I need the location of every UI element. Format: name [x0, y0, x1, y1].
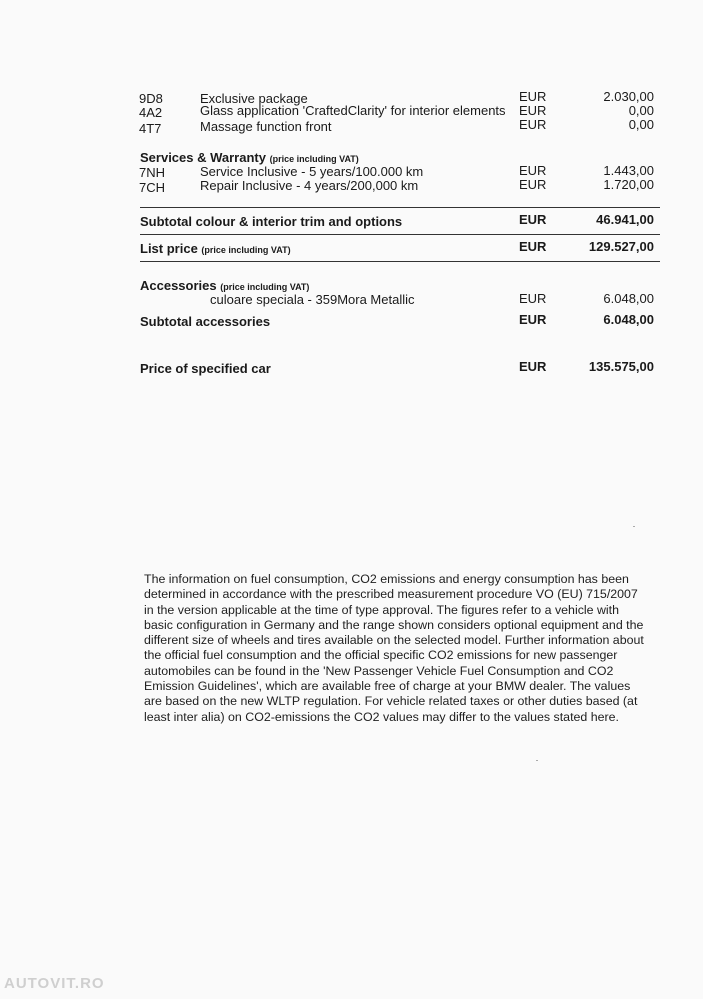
services-title: Services & Warranty: [140, 150, 266, 165]
option-currency: EUR: [519, 103, 547, 118]
service-amount: 1.443,00: [603, 163, 654, 178]
service-currency: EUR: [519, 177, 547, 192]
option-code: 4T7: [139, 121, 162, 136]
divider: [140, 261, 660, 262]
service-code: 7CH: [139, 180, 166, 195]
subtotal-accessories-label: Subtotal accessories: [140, 314, 271, 329]
legal-notice: The information on fuel consumption, CO2 emissions and energy consumption has been determined in accordance with the prescribed measurement procedure VO (EU) 715/2007 in the version applicable at the time of type approval. The figures refer to a vehicle with basic configuration in Germany and the range shown considers optional equipment and the different size of wheels and tires available on the selected model. Further information about the official fuel consumption and the official specific CO2 emissions for new passenger automobiles can be found in the 'New Passenger Vehicle Fuel Consumption and CO2 Emission Guidelines', which are available free of charge at your BMW dealer. The values are based on the new WLTP regulation. For vehicle related taxes or other duties based (at least inter alia) on CO2-emissions the CO2 values may differ to the values stated here.: [144, 572, 644, 724]
option-amount: 0,00: [628, 103, 654, 118]
accessory-amount: 6.048,00: [603, 291, 654, 306]
subtotal-accessories-amount: 6.048,00: [603, 312, 654, 327]
subtotal-options-amount: 46.941,00: [596, 212, 654, 227]
divider: [140, 207, 660, 208]
subtotal-accessories-currency: EUR: [519, 312, 547, 327]
divider: [140, 234, 660, 235]
service-amount: 1.720,00: [603, 177, 654, 192]
list-price-amount: 129.527,00: [588, 239, 654, 254]
list-price-label: List price: [140, 241, 198, 256]
watermark: AUTOVIT.RO: [4, 975, 105, 992]
accessory-currency: EUR: [519, 291, 547, 306]
price-specified-currency: EUR: [519, 359, 547, 374]
price-specified-label: Price of specified car: [140, 361, 271, 376]
services-note: (price including VAT): [269, 154, 359, 164]
accessories-note: (price including VAT): [220, 282, 310, 292]
list-price-note: (price including VAT): [201, 245, 291, 255]
accessory-description: culoare speciala - 359Mora Metallic: [210, 292, 415, 307]
list-price-heading: [140, 241, 291, 256]
service-code: 7NH: [139, 165, 166, 180]
option-code: 4A2: [139, 105, 163, 120]
option-currency: EUR: [519, 117, 547, 132]
accessories-heading: [140, 278, 309, 293]
service-description: Repair Inclusive - 4 years/200,000 km: [200, 178, 419, 193]
services-heading: [140, 150, 359, 165]
option-description: Exclusive package: [200, 91, 308, 106]
option-description: Glass application 'CraftedClarity' for interior elements: [200, 103, 506, 118]
service-description: Service Inclusive - 5 years/100.000 km: [200, 164, 424, 179]
scan-speck: [633, 526, 635, 527]
service-currency: EUR: [519, 163, 547, 178]
accessories-title: Accessories: [140, 278, 217, 293]
option-amount: 0,00: [628, 117, 654, 132]
list-price-currency: EUR: [519, 239, 547, 254]
option-code: 9D8: [139, 91, 163, 106]
option-amount: 2.030,00: [603, 89, 654, 104]
subtotal-options-currency: EUR: [519, 212, 547, 227]
price-specified-amount: 135.575,00: [588, 359, 654, 374]
option-currency: EUR: [519, 89, 547, 104]
scan-speck: [536, 760, 538, 761]
subtotal-options-label: Subtotal colour & interior trim and options: [140, 214, 403, 229]
option-description: Massage function front: [200, 119, 332, 134]
